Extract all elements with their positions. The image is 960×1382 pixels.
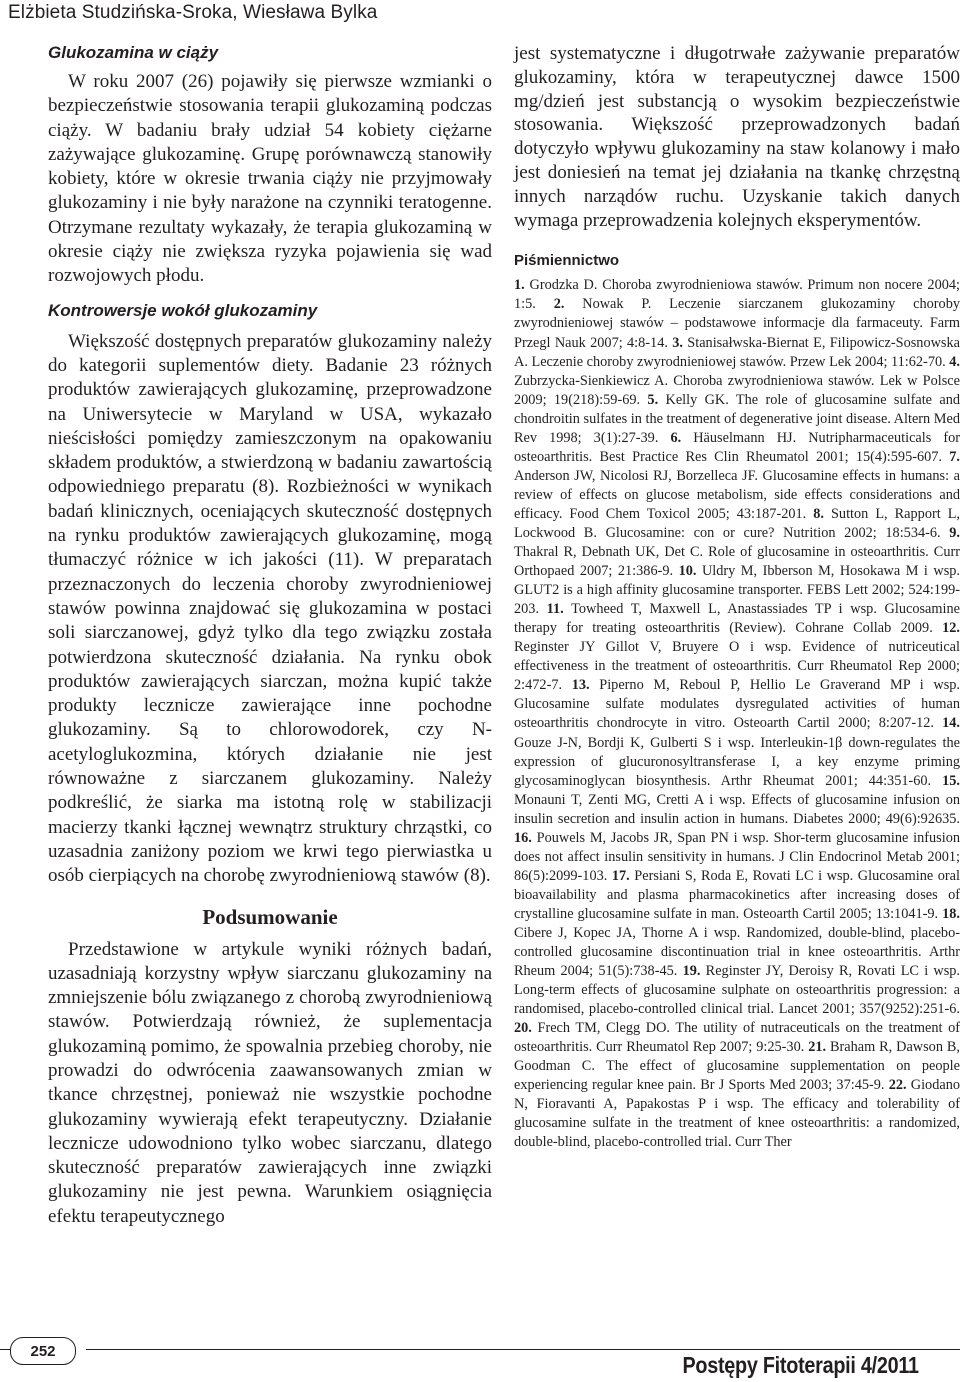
reference-text: Sutton L, Rapport L, Lockwood B. Glucosamine: con or cure? Nutrition 2002; 18:534-6. — [514, 505, 960, 541]
reference-number: 14. — [942, 715, 960, 732]
reference-text: Piperno M, Reboul P, Hellio Le Graverand MP i wsp. Glucosamine sulfate modulates dysregulated activities of human osteoarthritis chondrocyte in vitro. Osteoarth Cartil 2000; 8:207-12. — [514, 677, 960, 732]
reference-text: Nowak P. Leczenie siarczanem glukozaminy choroby zwyrodnieniowej stawów – podstawowe informacje dla farmaceuty. Farm Przegl Nauk 2007; 4:8-14. — [514, 296, 960, 351]
reference-text: Reginster JY Gillot V, Bruyere O i wsp. Evidence of nutriceutical effectiveness in the treatment of osteoarthritis. Curr Rheumatol Rep 2000; 2:472-7. — [514, 639, 960, 694]
reference-number: 7. — [949, 448, 960, 465]
reference-text: Häuselmann HJ. Nutripharmaceuticals for osteoarthritis. Best Practice Res Clin Rheumatol 2001; 15(4):595-607. — [514, 429, 960, 465]
reference-number: 16. — [514, 829, 532, 846]
reference-text: Grodzka D. Choroba zwyrodnieniowa stawów. Primum non nocere 2004; 1:5. — [514, 277, 960, 313]
reference-number: 3. — [672, 334, 683, 351]
reference-text: Uldry M, Ibberson M, Hosokawa M i wsp. GLUT2 is a high affinity glucosamine transporter. FEBS Lett 2002; 524:199-203. — [514, 563, 960, 618]
reference-number: 6. — [670, 429, 682, 446]
reference-number: 8. — [813, 505, 824, 522]
reference-number: 10. — [678, 563, 697, 580]
reference-number: 18. — [942, 905, 960, 922]
reference-text: Stanisałwska-Biernat E, Filipowicz-Sosnowska A. Leczenie choroby zwyrodnieniowej stawów. Przew Lek 2004; 11:62-70. — [514, 334, 960, 370]
left-column — [48, 42, 492, 1229]
reference-number: 20. — [514, 1020, 532, 1037]
reference-text: Gouze J-N, Bordji K, Gulberti S i wsp. Interleukin-1β down-regulates the expression of glucuronosyltransferase I, a key enzyme priming glycosaminoglycan biosynthesis. Arthr Rheumat 2001; 44:351-60. — [514, 734, 960, 789]
reference-number: 4. — [949, 353, 960, 370]
reference-number: 1. — [514, 277, 525, 294]
reference-number: 11. — [546, 601, 564, 618]
reference-item — [514, 677, 960, 731]
reference-number: 21. — [808, 1039, 827, 1056]
reference-number: 2. — [553, 296, 565, 313]
reference-text: Monauni T, Zenti MG, Cretti A i wsp. Effects of glucosamine infusion on insulin secretion and insulin action in humans. Diabetes 2000; 49(6):92635. — [514, 791, 960, 827]
paragraph-summary: Przedstawione w artykule wyniki różnych badań, uzasadniają korzystny wpływ siarczanu glukozaminy na zmniejszenie bólu związanego z chorobą zwyrodnieniową stawów. Potwierdzają również, że suplementacja glukozaminą pomimo, że spowalnia przebieg choroby, nie prowadzi do odwrócenia zaawansowanych zmian w tkance chrzęstnej, ponieważ nie wszystkie pochodne glukozaminy wywierają efekt terapeutyczny. Działanie lecznicze udowodniono tylko wobec siarczanu, dlatego skuteczność preparatów zawierających inne związki glukozaminy nie jest pewna. Warunkiem osiągnięcia efektu terapeutycznego — [48, 938, 492, 1227]
reference-number: 22. — [888, 1077, 907, 1094]
reference-text: Kelly GK. The role of glucosamine sulfate and chondroitin sulfates in the treatment of degenerative joint disease. Altern Med Rev 1998; 3(1):27-39. — [514, 391, 960, 446]
reference-text: Braham R, Dawson B, Goodman C. The effect of glucosamine supplementation on people experiencing regular knee pain. Br J Sports Med 2003; 37:45-9. — [514, 1039, 960, 1094]
section-title-pregnancy: Glukozamina w ciąży — [48, 43, 219, 62]
references-list — [514, 276, 960, 1152]
reference-text: Giodano N, Fioravanti A, Papakostas P i wsp. The efficacy and tolerability of glucosamine sulfate in the treatment of knee osteoarthritis: a randomized, double-blind, placebo-controlled trial. Curr Ther — [514, 1077, 960, 1151]
reference-number: 5. — [647, 391, 659, 408]
right-column — [514, 42, 960, 1153]
paragraph-pregnancy: W roku 2007 (26) pojawiły się pierwsze wzmianki o bezpieczeństwie stosowania terapii glukozaminą podczas ciąży. W badaniu brały udział 54 kobiety ciężarne zażywające glukozaminę. Grupę porównawczą stanowiły kobiety, które w okresie trwania ciąży nie przyjmowały glukozaminy i nie były narażone na czynniki teratogenne. Otrzymane rezultaty wykazały, że terapia glukozaminą w okresie ciąży nie zwiększa ryzyka pojawienia się wad rozwojowych płodu. — [48, 71, 492, 287]
paragraph-controversies: Większość dostępnych preparatów glukozaminy należy do kategorii suplementów diety. Badanie 23 różnych produktów zawierających glukozaminę, przeprowadzone na Uniwersytecie w Maryland w USA, wykazało nieścisłości pomiędzy zamieszczonym na opakowaniu składem produktów, a stwierdzoną w badaniu zawartością odpowiedniego preparatu (8). Rozbieżności w wynikach badań klinicznych, oceniających skuteczność dostępnych na rynku produktów zawierających glukozaminę, mogą tłumaczyć różnice w ich jakości (11). W preparatach przeznaczonych do leczenia choroby zwyrodnieniowej stawów powinna znajdować się glukozamina w postaci soli siarczanowej, gdyż tylko dla tego związku została potwierdzona skuteczność działania. Na rynku obok produktów zawierających siarczan, można kupić także produkty lecznicze zawierające inne pochodne glukozaminy. Są to chlorowodorek, czy N-acetyloglukozmina, których działanie nie jest równoważne z siarczanem glukozaminy. Należy podkreślić, że siarka ma istotną rolę w stabilizacji macierzy tkanki łącznej wewnątrz struktury chrząstki, co uzasadnia zaniżony poziom we krwi tego pierwiastka u osób cierpiących na chorobę zwyrodnieniową stawów (8). — [48, 330, 492, 887]
reference-text: Towheed T, Maxwell L, Anastassiades TP i wsp. Glucosamine therapy for treating osteoarthritis (Review). Cohrane Collab 2009. — [514, 601, 960, 637]
reference-item — [514, 601, 960, 636]
reference-number: 15. — [942, 772, 960, 789]
section-title-summary: Podsumowanie — [202, 904, 338, 929]
section-title-controversies: Kontrowersje wokół glukozaminy — [48, 300, 318, 320]
reference-number: 12. — [942, 620, 960, 637]
journal-title: Postępy Fitoterapii 4/2011 — [682, 1352, 919, 1378]
reference-text: Pouwels M, Jacobs JR, Span PN i wsp. Shor-term glucosamine infusion does not affect insulin sensitivity in humans. J Clin Endocrinol Metab 2001; 86(5):2099-103. — [514, 829, 960, 884]
reference-number: 13. — [571, 677, 590, 694]
page-number: 252 — [10, 1337, 76, 1365]
reference-number: 9. — [949, 524, 960, 541]
reference-number: 19. — [682, 963, 701, 980]
reference-text: Zubrzycka-Sienkiewicz A. Choroba zwyrodnieniowa stawów. Lek w Polsce 2009; 19(218):59-69. — [514, 372, 960, 408]
references-title: Piśmiennictwo — [514, 252, 620, 270]
reference-text: Reginster JY, Deroisy R, Rovati LC i wsp. Long-term effects of glucosamine sulphate on osteoarthritis progression: a randomised, placebo-controlled clinical trial. Lancet 2001; 357(9252):251-6. — [514, 963, 960, 1018]
reference-number: 17. — [611, 867, 630, 884]
paragraph-summary-continued: jest systematyczne i długotrwałe zażywanie preparatów glukozaminy, która w terapeutycznej dawce 1500 mg/dzień jest substancją o wysokim bezpieczeństwie stosowania. Większość przeprowadzonych badań dotyczyło wpływu glukozaminy na staw kolanowy i mało jest doniesień na temat jej działania na tkankę chrzęstną innych narządów ruchu. Uzyskanie takich danych wymaga przeprowadzenia kolejnych eksperymentów. — [514, 43, 960, 231]
reference-text: Frech TM, Clegg DO. The utility of nutraceuticals on the treatment of osteoarthritis. Curr Rheumatol Rep 2007; 9:25-30. — [514, 1020, 960, 1056]
reference-text: Thakral R, Debnath UK, Det C. Role of glucosamine in osteoarthritis. Curr Orthopaed 2007; 21:386-9. — [514, 544, 960, 580]
running-header-authors: Elżbieta Studzińska-Sroka, Wiesława Bylka — [8, 2, 378, 23]
footer-rule-right — [86, 1349, 960, 1350]
reference-text: Persiani S, Roda E, Rovati LC i wsp. Glucosamine oral bioavailability and plasma pharmacokinetics after increasing doses of crystalline glucosamine sulfate in man. Osteoarth Cartil 2005; 13:1041-9. — [514, 867, 960, 922]
reference-text: Cibere J, Kopec JA, Thorne A i wsp. Randomized, double-blind, placebo-controlled glucosamine discontinuation trial in knee osteoarthritis. Arthr Rheum 2004; 51(5):738-45. — [514, 924, 960, 980]
reference-text: Anderson JW, Nicolosi RJ, Borzelleca JF. Glucosamine effects in humans: a review of effects on glucose metabolism, side effects considerations and efficacy. Food Chem Toxicol 2005; 43:187-201. — [514, 467, 960, 522]
